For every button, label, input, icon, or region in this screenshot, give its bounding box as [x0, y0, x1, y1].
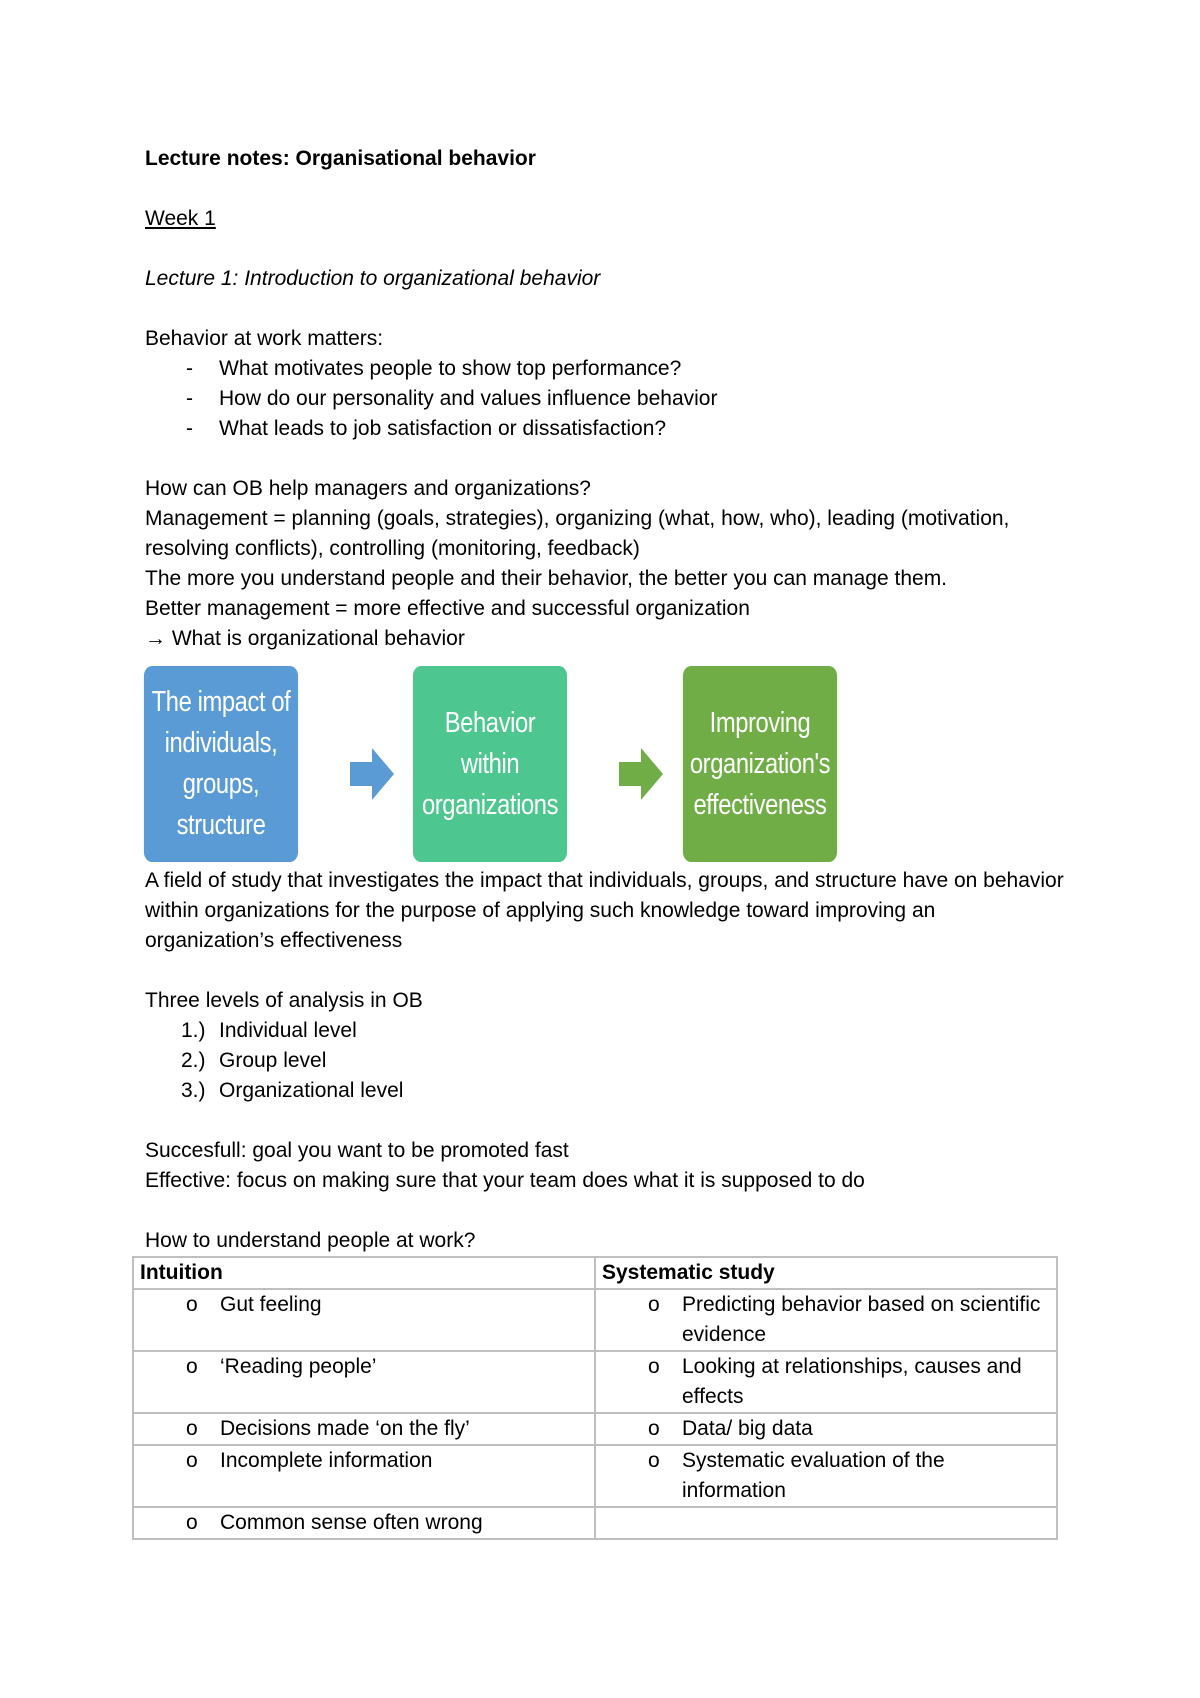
effective-text: Effective: focus on making sure that your team does what it is supposed to do	[145, 1169, 865, 1192]
diagram-box-behavior: Behavior within organizations	[413, 666, 567, 862]
circle-bullet-icon: o	[648, 1355, 660, 1378]
table-row	[133, 1507, 1057, 1539]
cell-text: Decisions made ‘on the fly’	[220, 1417, 470, 1440]
table-cell	[133, 1289, 595, 1351]
table-header-intuition: Intuition	[133, 1257, 595, 1289]
cell-text: Data/ big data	[682, 1417, 813, 1440]
week-heading: Week 1	[145, 207, 216, 230]
dash-bullet: -	[186, 417, 193, 440]
diagram-box-impact: The impact of individuals, groups, structure	[144, 666, 298, 862]
behavior-heading: Behavior at work matters:	[145, 327, 384, 350]
understand-people-text: The more you understand people and their behavior, the better you can manage them.	[145, 567, 948, 590]
right-arrow-icon: →	[145, 627, 166, 650]
list-item	[145, 384, 1065, 414]
levels-list	[145, 1016, 1065, 1106]
table-cell	[595, 1507, 1057, 1539]
table-row	[133, 1351, 1057, 1413]
list-number: 3.)	[181, 1079, 206, 1102]
list-item-text: Organizational level	[219, 1079, 404, 1102]
list-number: 2.)	[181, 1049, 206, 1072]
diagram-box-effectiveness: Improving organization's effectiveness	[683, 666, 837, 862]
list-item-text: Individual level	[219, 1019, 357, 1042]
ob-definition: A field of study that investigates the impact that individuals, groups, and structure have on behavior within organizations for the purpose of applying such knowledge toward improving an organization’s effectiveness	[145, 869, 1064, 952]
list-item-text: What leads to job satisfaction or dissatisfaction?	[219, 417, 667, 440]
list-item	[145, 1046, 1065, 1076]
cell-text: Systematic evaluation of the information	[682, 1449, 945, 1502]
list-item	[145, 1076, 1065, 1106]
behavior-list	[145, 354, 1065, 444]
dash-bullet: -	[186, 387, 193, 410]
table-cell	[595, 1413, 1057, 1445]
list-item	[145, 1016, 1065, 1046]
ob-question: How can OB help managers and organizations?	[145, 477, 591, 500]
what-is-ob-text: What is organizational behavior	[171, 627, 465, 650]
cell-text: Incomplete information	[220, 1449, 433, 1472]
blue-arrow-icon	[350, 748, 394, 800]
what-is-ob-line	[145, 624, 1065, 654]
circle-bullet-icon: o	[186, 1511, 198, 1534]
list-item-text: Group level	[219, 1049, 327, 1072]
table-cell	[595, 1289, 1057, 1351]
table-cell	[133, 1351, 595, 1413]
table-cell	[595, 1351, 1057, 1413]
management-definition: Management = planning (goals, strategies), organizing (what, how, who), leading (motivation, resolving conflicts), controlling (monitoring, feedback)	[145, 507, 1010, 560]
list-item-text: What motivates people to show top performance?	[219, 357, 682, 380]
cell-text: Looking at relationships, causes and effects	[682, 1355, 1022, 1408]
table-cell	[133, 1445, 595, 1507]
table-cell	[595, 1445, 1057, 1507]
succesfull-text: Succesfull: goal you want to be promoted fast	[145, 1139, 569, 1162]
table-row	[133, 1445, 1057, 1507]
table-cell	[133, 1413, 595, 1445]
cell-text: ‘Reading people’	[220, 1355, 377, 1378]
lecture-heading: Lecture 1: Introduction to organizational behavior	[145, 267, 601, 290]
table-cell	[133, 1507, 595, 1539]
table-row	[133, 1289, 1057, 1351]
ob-process-diagram	[145, 654, 1065, 866]
list-item	[145, 354, 1065, 384]
list-item-text: How do our personality and values influence behavior	[219, 387, 718, 410]
cell-text: Common sense often wrong	[220, 1511, 483, 1534]
cell-text: Predicting behavior based on scientific evidence	[682, 1293, 1041, 1346]
table-header-row	[133, 1257, 1057, 1289]
cell-text: Gut feeling	[220, 1293, 322, 1316]
list-item	[145, 414, 1065, 444]
levels-heading: Three levels of analysis in OB	[145, 989, 423, 1012]
list-number: 1.)	[181, 1019, 206, 1042]
comparison-table	[132, 1256, 1058, 1540]
circle-bullet-icon: o	[648, 1293, 660, 1316]
green-arrow-icon	[619, 748, 663, 800]
better-management-text: Better management = more effective and successful organization	[145, 597, 750, 620]
table-header-systematic: Systematic study	[595, 1257, 1057, 1289]
document-page	[140, 144, 1065, 1540]
circle-bullet-icon: o	[648, 1417, 660, 1440]
circle-bullet-icon: o	[648, 1449, 660, 1472]
circle-bullet-icon: o	[186, 1355, 198, 1378]
table-row	[133, 1413, 1057, 1445]
circle-bullet-icon: o	[186, 1293, 198, 1316]
understand-heading: How to understand people at work?	[145, 1229, 476, 1252]
dash-bullet: -	[186, 357, 193, 380]
document-title: Lecture notes: Organisational behavior	[145, 147, 536, 170]
circle-bullet-icon: o	[186, 1417, 198, 1440]
circle-bullet-icon: o	[186, 1449, 198, 1472]
